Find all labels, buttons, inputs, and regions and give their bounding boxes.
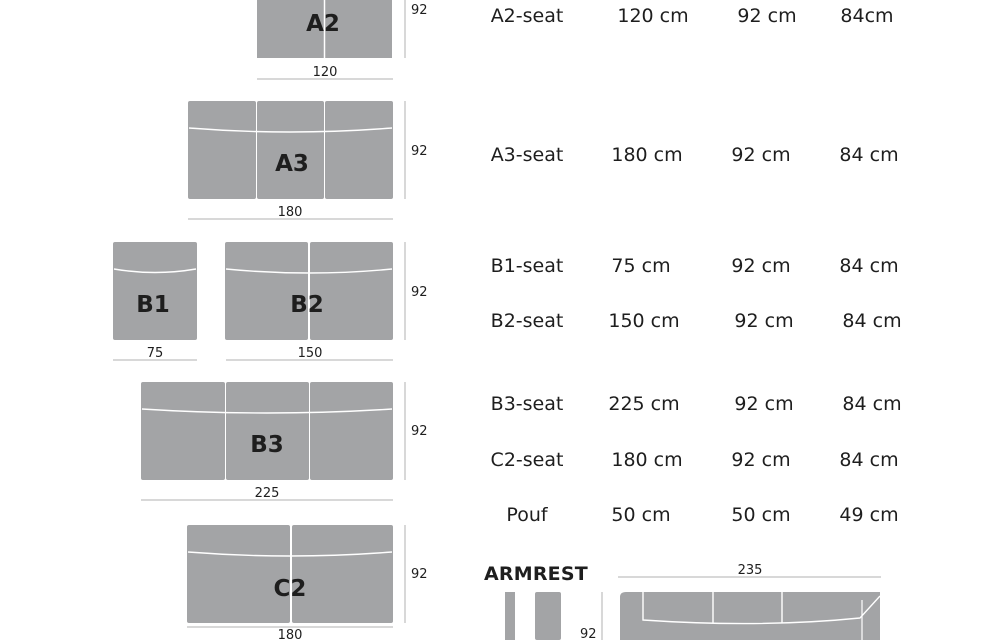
- spec-width: 50 cm: [611, 504, 671, 526]
- module-label-b3: B3: [250, 432, 284, 458]
- spec-width: 225 cm: [608, 393, 680, 415]
- spec-height: 49 cm: [839, 504, 899, 526]
- spec-depth: 92 cm: [731, 255, 791, 277]
- module-label-a3: A3: [275, 151, 309, 177]
- armrest-width-label: 235: [737, 563, 763, 578]
- depth-label-c2: 92: [411, 567, 428, 582]
- spec-depth: 92 cm: [737, 5, 797, 27]
- spec-name: A2-seat: [490, 5, 564, 27]
- module-label-c2: C2: [273, 576, 307, 602]
- width-label-a2: 120: [312, 65, 338, 80]
- spec-depth: 50 cm: [731, 504, 791, 526]
- depth-label-b2: 92: [411, 285, 428, 300]
- spec-height: 84 cm: [839, 144, 899, 166]
- spec-height: 84 cm: [842, 310, 902, 332]
- spec-depth: 92 cm: [731, 144, 791, 166]
- width-label-b3: 225: [254, 486, 280, 501]
- spec-name: A3-seat: [490, 144, 564, 166]
- spec-width: 180 cm: [611, 144, 683, 166]
- spec-height: 84 cm: [839, 255, 899, 277]
- module-label-a2: A2: [306, 11, 340, 37]
- width-label-c2: 180: [277, 628, 303, 640]
- width-label-b1: 75: [146, 346, 164, 361]
- module-label-b1: B1: [136, 292, 170, 318]
- spec-width: 150 cm: [608, 310, 680, 332]
- spec-name: B1-seat: [490, 255, 564, 277]
- spec-name: C2-seat: [490, 449, 564, 471]
- armrest-title: ARMREST: [484, 563, 588, 585]
- depth-label-a2: 92: [411, 3, 428, 18]
- spec-depth: 92 cm: [731, 449, 791, 471]
- spec-name: B3-seat: [490, 393, 564, 415]
- spec-height: 84 cm: [842, 393, 902, 415]
- spec-height: 84 cm: [839, 449, 899, 471]
- depth-label-b3: 92: [411, 424, 428, 439]
- width-label-b2: 150: [297, 346, 323, 361]
- spec-depth: 92 cm: [734, 310, 794, 332]
- depth-label-a3: 92: [411, 144, 428, 159]
- spec-width: 120 cm: [617, 5, 689, 27]
- width-label-a3: 180: [277, 205, 303, 220]
- spec-name: B2-seat: [490, 310, 564, 332]
- spec-depth: 92 cm: [734, 393, 794, 415]
- spec-height: 84cm: [840, 5, 894, 27]
- spec-name: Pouf: [506, 504, 548, 526]
- module-label-b2: B2: [290, 292, 324, 318]
- spec-width: 75 cm: [611, 255, 671, 277]
- armrest-depth-label: 92: [580, 627, 597, 640]
- spec-width: 180 cm: [611, 449, 683, 471]
